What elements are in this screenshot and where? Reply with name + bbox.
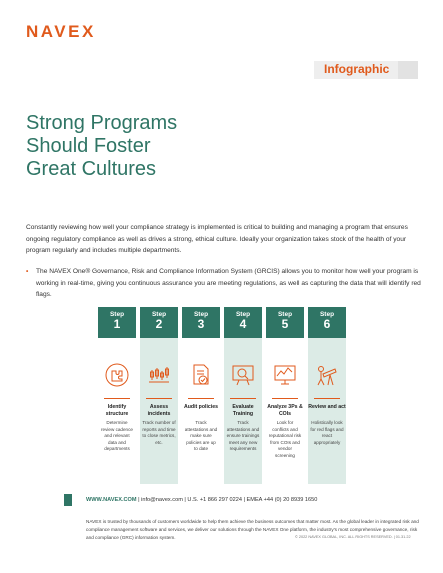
step-title: Audit policies: [183, 404, 218, 410]
step-badge-6: [308, 307, 346, 338]
footer-copyright: © 2022 NAVEX GLOBAL, INC. ALL RIGHTS RESERVED. | 01.31.22: [295, 535, 411, 539]
step-title: Identify structure: [105, 404, 129, 417]
step-label: Step: [193, 311, 209, 318]
step-label: Step: [151, 311, 167, 318]
step-label: Step: [235, 311, 251, 318]
step-label: Step: [109, 311, 125, 318]
step-description: Track number of reports and time to close metrics, etc.: [142, 420, 176, 445]
step-number: 6: [323, 317, 331, 331]
bullet-text: The NAVEX One® Governance, Risk and Compliance Information System (GRCIS) allows you to monitor how well your program is working in real-time, giving you continuous assurance you are meeting regulations, as well as capturing the data that will identify red flags.: [36, 268, 421, 298]
navex-logo: NAVEX: [26, 22, 96, 41]
step-column-3: [182, 307, 220, 484]
person-telescope-icon: [314, 362, 340, 388]
step-title: Assess incidents: [147, 404, 171, 417]
step-divider: [104, 398, 130, 399]
step-column-2: [140, 307, 178, 484]
footer-contact-details: | info@navex.com | U.S. +1 866 297 0224 | EMEA +44 (0) 20 8939 1650: [136, 497, 318, 503]
footer-note: NAVEX is trusted by thousands of customers worldwide to help them achieve the business outcomes that matter most. As the global leader in integrated risk and compliance management software and services, we deliver our solutions through the NAVEX One platform, the industry's most comprehensive governance, risk and compliance (GRC) information system.: [86, 519, 419, 541]
step-number: 1: [113, 317, 121, 331]
step-description: Look for conflicts and reputational risk from COIs and vendor screening: [268, 420, 302, 458]
page-title: [26, 112, 286, 181]
monitor-graph-icon: [272, 362, 298, 388]
step-description: Determine review cadence and relevant data and departments: [101, 420, 133, 452]
step-description: Holistically look for red flags and react appropriately: [310, 420, 344, 445]
step-number: 5: [281, 317, 289, 331]
step-title: Analyze 3Ps & COIs: [267, 404, 303, 417]
step-column-5: [266, 307, 304, 484]
bullet-marker: •: [26, 268, 29, 275]
title-line-2: Should Foster: [26, 135, 151, 157]
step-number: 3: [197, 317, 205, 331]
step-badge-1: [98, 307, 136, 338]
title-line-3: Great Cultures: [26, 158, 157, 180]
document-check-icon: [188, 362, 214, 388]
title-line-1: Strong Programs: [26, 112, 178, 134]
step-column-6: [308, 307, 346, 484]
footer-contact: [86, 497, 317, 503]
bullet-paragraph: [26, 266, 421, 301]
candlestick-chart-icon: [146, 362, 172, 388]
step-column-1: [98, 307, 136, 484]
step-description: Track attestations and make sure policies are up to date: [184, 420, 218, 452]
step-column-4: [224, 307, 262, 484]
step-number: 4: [239, 317, 247, 331]
magnifier-training-icon: [230, 362, 256, 388]
step-label: Step: [277, 311, 293, 318]
step-badge-3: [182, 307, 220, 338]
footer-accent-bar: [64, 494, 72, 506]
footer-website-link[interactable]: WWW.NAVEX.COM: [86, 497, 137, 503]
step-divider: [188, 398, 214, 399]
step-title: Review and act: [308, 404, 346, 410]
step-title: Evaluate Training: [232, 404, 254, 417]
step-divider: [146, 398, 172, 399]
puzzle-icon: [104, 362, 130, 388]
intro-paragraph: Constantly reviewing how well your compliance strategy is implemented is critical to building and managing a program that ensures ongoing regulatory compliance as well as drives a strong, ethical culture. Ideally your organization takes stock of the health of your program regularly and includes multiple departments.: [26, 224, 408, 254]
step-description: Track attestations and ensure trainings meet any new requirements: [226, 420, 260, 452]
step-badge-5: [266, 307, 304, 338]
step-number: 2: [155, 317, 163, 331]
step-divider: [230, 398, 256, 399]
step-label: Step: [319, 311, 335, 318]
infographic-tag: Infographic: [324, 62, 390, 76]
step-badge-4: [224, 307, 262, 338]
step-badge-2: [140, 307, 178, 338]
step-divider: [272, 398, 298, 399]
step-divider: [314, 398, 340, 399]
